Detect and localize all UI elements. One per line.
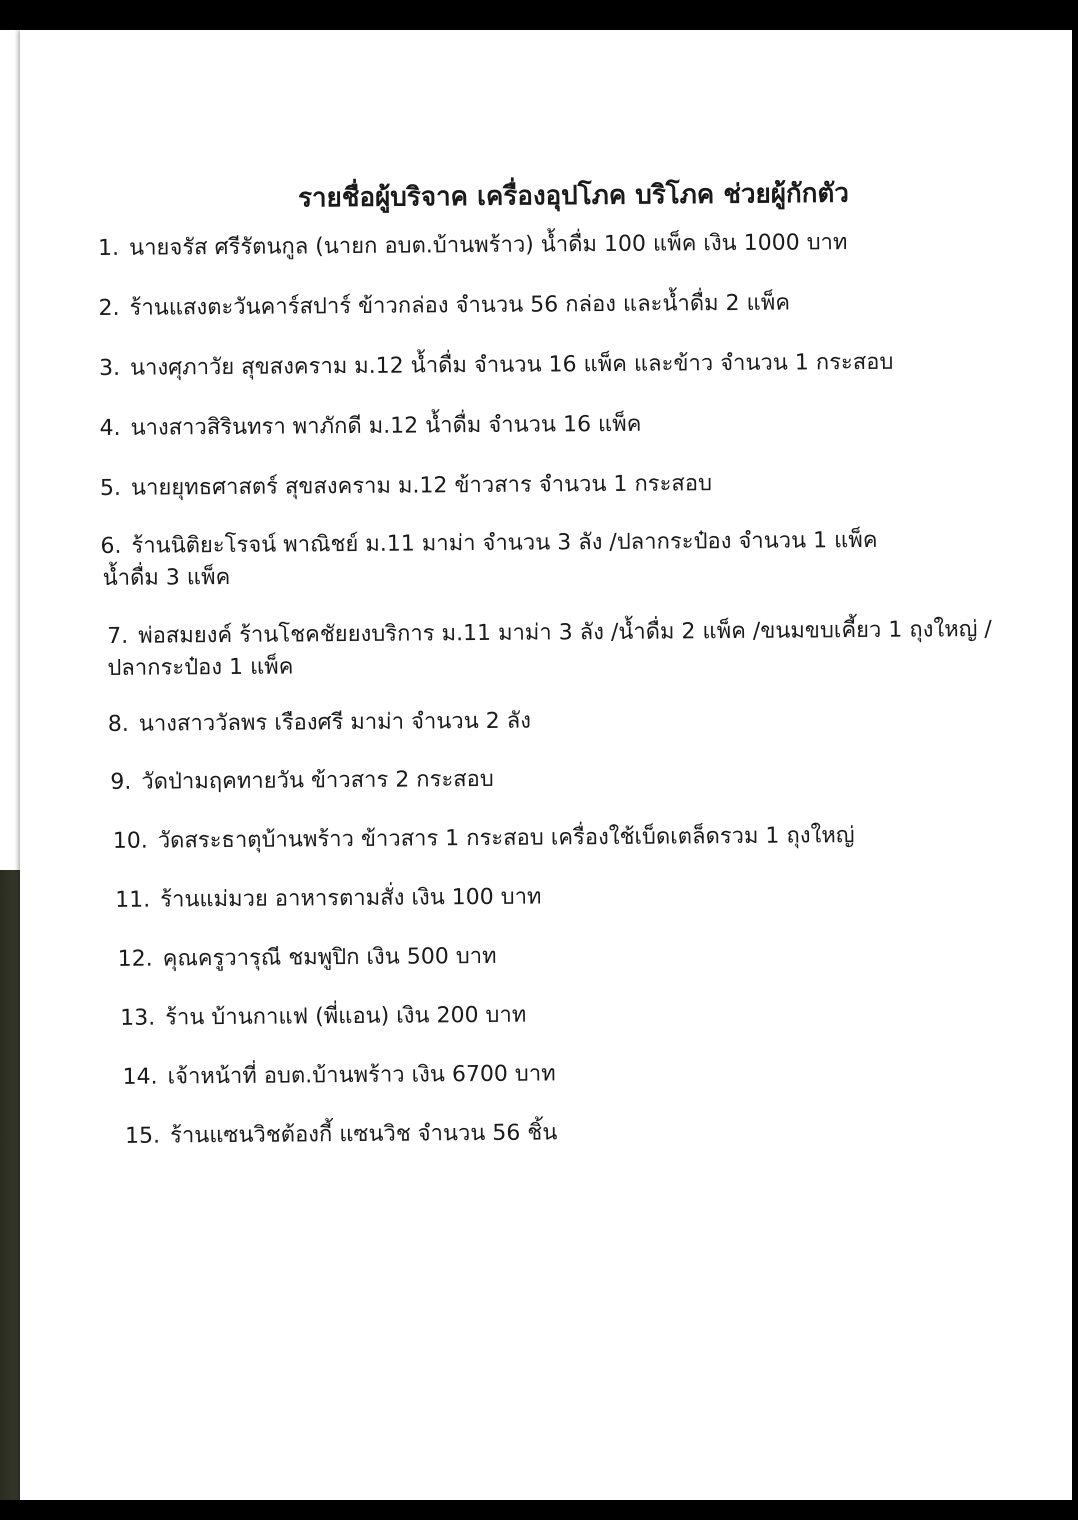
document-page <box>20 30 1072 1500</box>
list-item: 12. คุณครูวารุณี ชมพูปิก เงิน 500 บาท <box>117 943 497 972</box>
list-item: 15. ร้านแซนวิชต้องกี้ แซนวิช จำนวน 56 ชิ้น <box>124 1120 558 1149</box>
list-item: 4. นางสาวสิรินทรา พาภักดี ม.12 น้ำดื่ม จำนวน 16 แพ็ค <box>99 411 642 441</box>
list-item: 5. นายยุทธศาสตร์ สุขสงคราม ม.12 ข้าวสาร จำนวน 1 กระสอบ <box>99 471 713 501</box>
list-item-continuation: น้ำดื่ม 3 แพ็ค <box>102 564 231 591</box>
list-item: 1. นายจรัส ศรีรัตนกูล (นายก อบต.บ้านพร้าว) น้ำดื่ม 100 แพ็ค เงิน 1000 บาท <box>98 230 848 261</box>
list-item: 6. ร้านนิติยะโรจน์ พาณิชย์ ม.11 มาม่า จำนวน 3 ลัง /ปลากระป๋อง จำนวน 1 แพ็ค <box>100 527 878 559</box>
list-item: 10. วัดสระธาตุบ้านพร้าว ข้าวสาร 1 กระสอบ เครื่องใช้เบ็ดเตล็ดรวม 1 ถุงใหญ่ <box>112 823 855 854</box>
list-item: 2. ร้านแสงตะวันคาร์สปาร์ ข้าวกล่อง จำนวน 56 กล่อง และน้ำดื่ม 2 แพ็ค <box>98 290 791 321</box>
list-item: 13. ร้าน บ้านกาแฟ (พี่แอน) เงิน 200 บาท <box>120 1002 527 1031</box>
list-item: 11. ร้านแม่มวย อาหารตามสั่ง เงิน 100 บาท <box>115 884 542 913</box>
donor-list <box>98 226 1065 1152</box>
list-item: 3. นางศุภาวัย สุขสงคราม ม.12 น้ำดื่ม จำนวน 16 แพ็ค และข้าว จำนวน 1 กระสอบ <box>98 349 894 381</box>
list-item: 7. พ่อสมยงค์ ร้านโชคชัยยงบริการ ม.11 มาม่า 3 ลัง /น้ำดื่ม 2 แพ็ค /ขนมขบเคี้ยว 1 ถุงใหญ่ / <box>107 616 992 649</box>
document-title: รายชื่อผู้บริจาค เครื่องอุปโภค บริโภค ช่วยผู้กักตัว <box>297 178 850 214</box>
list-item: 9. วัดป่ามฤคทายวัน ข้าวสาร 2 กระสอบ <box>110 766 494 795</box>
list-item: 14. เจ้าหน้าที่ อบต.บ้านพร้าว เงิน 6700 บาท <box>122 1061 556 1090</box>
list-item-continuation: ปลากระป๋อง 1 แพ็ค <box>107 654 294 681</box>
list-item: 8. นางสาววัลพร เรืองศรี มาม่า จำนวน 2 ลัง <box>107 708 532 737</box>
